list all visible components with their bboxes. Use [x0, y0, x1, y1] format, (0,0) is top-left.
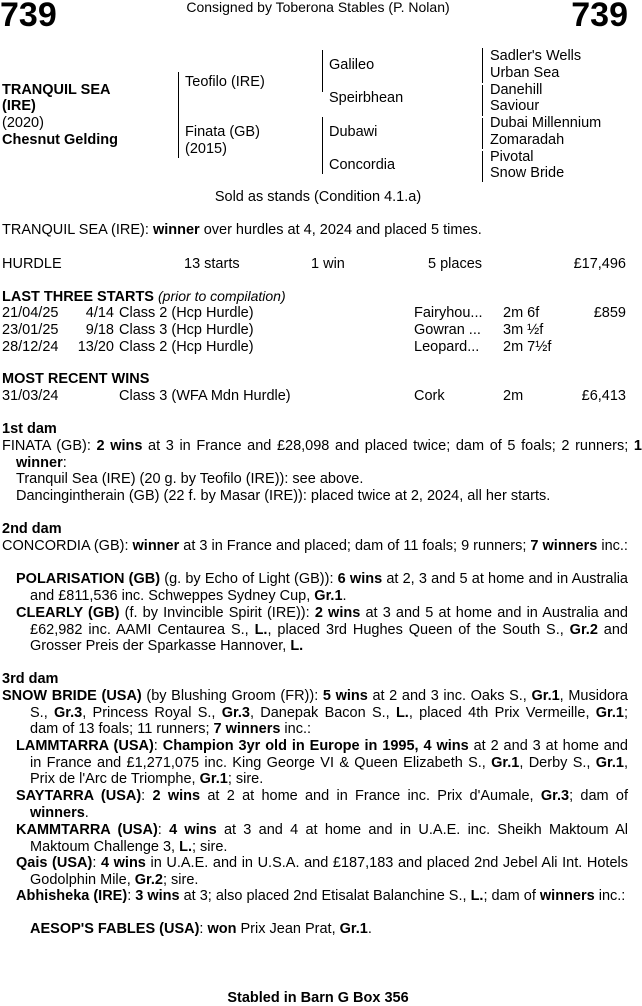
- first-dam-text: FINATA (GB): 2 wins at 3 in France and £28,098 and placed twice; dam of 5 foals; 2 runners; 1 winner:: [2, 438, 642, 471]
- pedigree-sire: Teofilo (IRE): [185, 74, 265, 90]
- pedigree-divider-3a: [482, 48, 483, 83]
- last-start-race: Class 2 (Hcp Hurdle): [119, 339, 254, 355]
- pedigree-dsd: Zomaradah: [490, 132, 565, 148]
- last-start-pos: 4/14: [85, 305, 114, 321]
- consignor: Consigned by Toberona Stables (P. Nolan): [186, 0, 450, 15]
- recent-win-course: Cork: [414, 388, 445, 404]
- last-start-dist: 2m 7½f: [503, 339, 552, 355]
- last-start-pos: 13/20: [77, 339, 114, 355]
- recent-win-race: Class 3 (WFA Mdn Hurdle): [119, 388, 291, 404]
- third-dam-snow-bride: SNOW BRIDE (USA) (by Blushing Groom (FR)): 5 wins at 2 and 3 inc. Oaks S., Gr.1, Musidora S., Gr.3, Princess Royal S., Gr.3, Danepak Bacon S., L., placed 4th Prix Vermeille, Gr.1; dam of 13 foals; 11 runners; 7 winners inc.:: [2, 688, 628, 738]
- third-dam-saytarra: SAYTARRA (USA): 2 wins at 2 at home and in France inc. Prix d'Aumale, Gr.3; dam of winners.: [16, 788, 628, 821]
- pedigree-ssd: Urban Sea: [490, 65, 560, 81]
- recent-wins-heading: MOST RECENT WINS: [2, 371, 150, 387]
- last-three-heading: LAST THREE STARTS (prior to compilation): [2, 288, 286, 305]
- pedigree-dam-sire: Dubawi: [329, 124, 378, 140]
- pedigree-dam-year: (2015): [185, 141, 227, 157]
- last-start-race: Class 2 (Hcp Hurdle): [119, 305, 254, 321]
- pedigree-divider-3b: [482, 85, 483, 116]
- second-dam-heading: 2nd dam: [2, 521, 62, 537]
- third-dam-heading: 3rd dam: [2, 671, 59, 687]
- pedigree-divider-3d: [482, 151, 483, 182]
- second-dam-text: CONCORDIA (GB): winner at 3 in France and placed; dam of 11 foals; 9 runners; 7 winners inc.:: [2, 538, 628, 554]
- horse-name: TRANQUIL SEA: [2, 82, 111, 98]
- horse-country: (IRE): [2, 98, 36, 114]
- pedigree-divider-2a: [322, 50, 323, 92]
- pedigree-sire-dam: Speirbhean: [329, 90, 404, 106]
- sale-condition: Sold as stands (Condition 4.1.a): [214, 189, 422, 205]
- last-start-dist: 2m 6f: [503, 305, 540, 321]
- pedigree-dds: Pivotal: [490, 149, 534, 165]
- second-dam-clearly: CLEARLY (GB) (f. by Invincible Spirit (IRE)): 2 wins at 3 and 5 at home and in Australia and £62,982 inc. AAMI Centaurea S., L., placed 3rd Hughes Queen of the South S., Gr.2 and Grosser Preis der Sparkasse Hannover, L.: [16, 605, 628, 655]
- first-dam-foal-2: Dancingintherain (GB) (22 f. by Masar (IRE)): placed twice at 2, 2024, all her starts.: [16, 488, 551, 504]
- pedigree-sdd: Saviour: [490, 98, 540, 114]
- pedigree-sss: Sadler's Wells: [490, 48, 582, 64]
- third-dam-lammtarra: LAMMTARRA (USA): Champion 3yr old in Europe in 1995, 4 wins at 2 and 3 at home and in France and £1,271,075 inc. King George VI & Queen Elizabeth S., Gr.1, Derby S., Gr.1, Prix de l'Arc de Triomphe, Gr.1; sire.: [16, 738, 628, 788]
- horse-description: Chesnut Gelding: [2, 132, 118, 148]
- record-places: 5 places: [428, 256, 483, 272]
- race-summary: TRANQUIL SEA (IRE): winner over hurdles at 4, 2024 and placed 5 times.: [2, 222, 482, 238]
- lot-number-right: 739: [571, 0, 628, 34]
- last-start-course: Fairyhou...: [414, 305, 483, 321]
- stabled-location: Stabled in Barn G Box 356: [227, 990, 409, 1006]
- last-start-course: Leopard...: [414, 339, 480, 355]
- last-start-date: 28/12/24: [2, 339, 59, 355]
- horse-year: (2020): [2, 115, 44, 131]
- second-dam-polarisation: POLARISATION (GB) (g. by Echo of Light (GB)): 6 wins at 2, 3 and 5 at home and in Australia and £811,536 inc. Schweppes Sydney Cup, Gr.1.: [16, 571, 628, 604]
- last-start-date: 21/04/25: [2, 305, 59, 321]
- third-dam-qais: Qais (USA): 4 wins in U.A.E. and in U.S.A. and £187,183 and placed 2nd Jebel Ali Int. Hotels Godolphin Mile, Gr.2; sire.: [16, 855, 628, 888]
- pedigree-sire-sire: Galileo: [329, 57, 375, 73]
- pedigree-ddd: Snow Bride: [490, 165, 565, 181]
- last-start-prize: £859: [593, 305, 626, 321]
- pedigree-dam-dam: Concordia: [329, 157, 396, 173]
- record-starts: 13 starts: [184, 256, 240, 272]
- record-type: HURDLE: [2, 256, 62, 272]
- record-wins: 1 win: [311, 256, 345, 272]
- third-dam-aesops-fables: AESOP'S FABLES (USA): won Prix Jean Prat, Gr.1.: [30, 921, 372, 937]
- record-earnings: £17,496: [573, 256, 626, 272]
- first-dam-heading: 1st dam: [2, 421, 57, 437]
- pedigree-dam: Finata (GB): [185, 124, 260, 140]
- last-start-date: 23/01/25: [2, 322, 59, 338]
- pedigree-divider-1: [178, 72, 179, 158]
- lot-number-left: 739: [0, 0, 57, 34]
- last-start-dist: 3m ½f: [503, 322, 544, 338]
- last-start-pos: 9/18: [85, 322, 114, 338]
- recent-win-prize: £6,413: [581, 388, 626, 404]
- third-dam-kammtarra: KAMMTARRA (USA): 4 wins at 3 and 4 at home and in U.A.E. inc. Sheikh Maktoum Al Maktoum Challenge 3, L.; sire.: [16, 822, 629, 855]
- first-dam-foal-1: Tranquil Sea (IRE) (20 g. by Teofilo (IRE)): see above.: [16, 471, 364, 487]
- pedigree-divider-3c: [482, 118, 483, 149]
- recent-win-date: 31/03/24: [2, 388, 59, 404]
- recent-win-dist: 2m: [503, 388, 524, 404]
- pedigree-divider-2b: [322, 117, 323, 174]
- pedigree-dss: Dubai Millennium: [490, 115, 602, 131]
- pedigree-sds: Danehill: [490, 82, 543, 98]
- third-dam-abhisheka: Abhisheka (IRE): 3 wins at 3; also placed 2nd Etisalat Balanchine S., L.; dam of winners inc.:: [16, 888, 626, 904]
- last-start-course: Gowran ...: [414, 322, 481, 338]
- last-start-race: Class 3 (Hcp Hurdle): [119, 322, 254, 338]
